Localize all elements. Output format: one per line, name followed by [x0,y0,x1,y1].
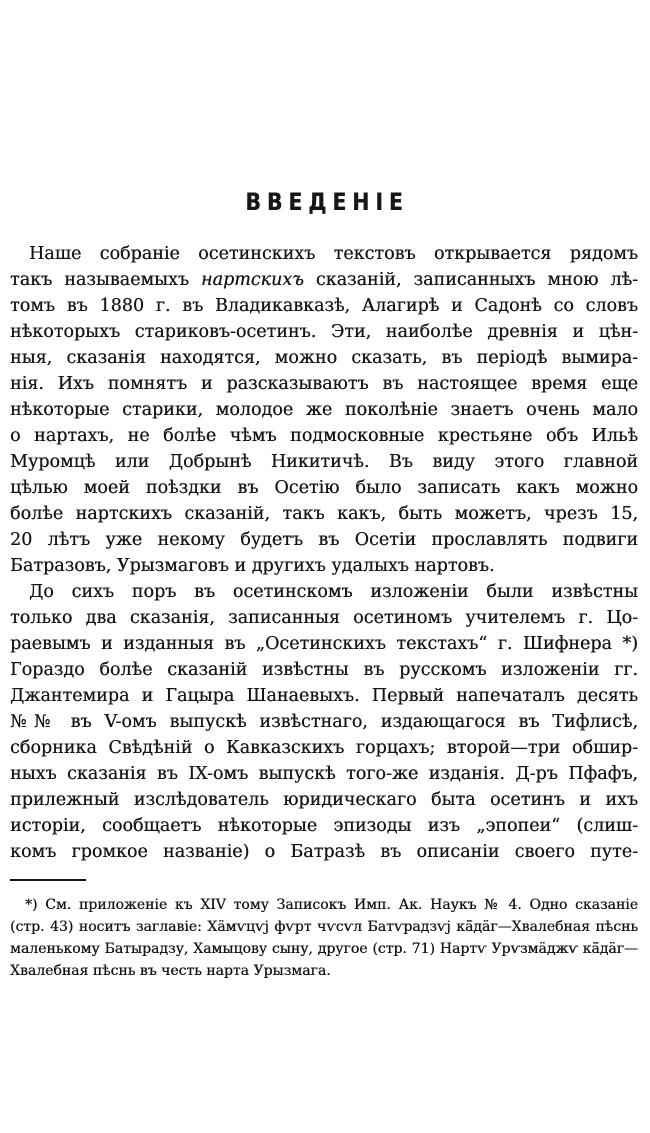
text-line: №№ въ V-омъ выпускѣ извѣстнаго, издающагося въ Тифлисѣ, [10,712,638,732]
paragraph [10,894,638,982]
text-line: сборника Свѣдѣній о Кавказскихъ горцахъ; второй—три обшир- [10,738,638,758]
text-line: нѣкоторые старики, молодое же поколѣніе знаетъ очень мало [10,400,638,420]
text-line: комъ громкое названіе) о Батразѣ въ описаніи своего путе- [10,842,638,862]
text-line: нѣкоторыхъ стариковъ-осетинъ. Эти, наиболѣе древнія и цѣн- [10,322,638,342]
text-segment: такъ называемыхъ [10,270,201,290]
body-text [10,241,638,865]
paragraph [10,579,638,865]
text-line: Муромцѣ или Добрынѣ Никитичѣ. Въ виду этого главной [10,452,638,472]
text-line: болѣе нартскихъ сказаній, такъ какъ, быть можетъ, чрезъ 15, [10,504,638,524]
text-line: маленькому Батырадзу, Хамыцову сыну, другое (стр. 71) Нартѵ Урѵзмӓджѵ кӓ̄дӓг— [10,941,638,957]
text-line: Батразовъ, Урызмаговъ и другихъ удалыхъ нартовъ. [10,556,495,576]
paragraph [10,241,638,579]
text-line: (стр. 43) носитъ заглавіе: Хӓмѵцѵj фѵрт чѵсѵл Батѵрадзѵj кӓ̄дӓг—Хвалебная пѣснь [10,919,638,935]
italic-term: нартскихъ [201,270,304,290]
footnote-separator [10,879,86,881]
page-title-text: ВВЕДЕНІЕ [245,188,410,216]
text-line: только два сказанія, записанныя осетиномъ учителемъ г. Цо- [10,608,638,628]
text-line: цѣлью моей поѣздки въ Осетію было записать какъ можно [10,478,638,498]
text-line: 20 лѣтъ уже некому будетъ въ Осетіи прославлять подвиги [10,530,638,550]
text-line: Джантемира и Гацыра Шанаевыхъ. Первый напечаталъ десять [10,686,638,706]
footnote [10,894,638,982]
text-line: До сихъ поръ въ осетинскомъ изложеніи были извѣстны [29,582,638,602]
text-line: *) См. приложеніе къ XIV тому Записокъ Имп. Ак. Наукъ № 4. Одно сказаніе [25,897,638,913]
text-line: о нартахъ, не болѣе чѣмъ подмосковные крестьяне объ Ильѣ [10,426,638,446]
text-line: ныя, сказанія находятся, можно сказать, въ періодѣ вымира- [10,348,638,368]
text-line: Хвалебная пѣснь въ честь нарта Урызмага. [10,963,331,979]
text-line: Гораздо болѣе сказаній извѣстны въ русскомъ изложеніи гг. [10,660,638,680]
text-line: раевымъ и изданныя въ „Осетинскихъ текстахъ“ г. Шифнера *) [10,634,638,654]
text-line: Наше собраніе осетинскихъ текстовъ открывается рядомъ [29,244,638,264]
text-line: исторіи, сообщаетъ нѣкоторые эпизоды изъ „эпопеи“ (слиш- [10,816,638,836]
text-line: нія. Ихъ помнятъ и разсказываютъ въ настоящее время еще [10,374,638,394]
text-segment: сказаній, записанныхъ мною лѣ- [303,270,638,290]
page-title [10,190,638,214]
text-line: томъ въ 1880 г. въ Владикавказѣ, Алагирѣ и Садонѣ со словъ [10,296,638,316]
text-line: ныхъ сказанія въ IX-омъ выпускѣ того-же изданія. Д-ръ Пфафъ, [10,764,638,784]
text-line [10,267,638,293]
text-line: прилежный изслѣдователь юридическаго быта осетинъ и ихъ [10,790,638,810]
